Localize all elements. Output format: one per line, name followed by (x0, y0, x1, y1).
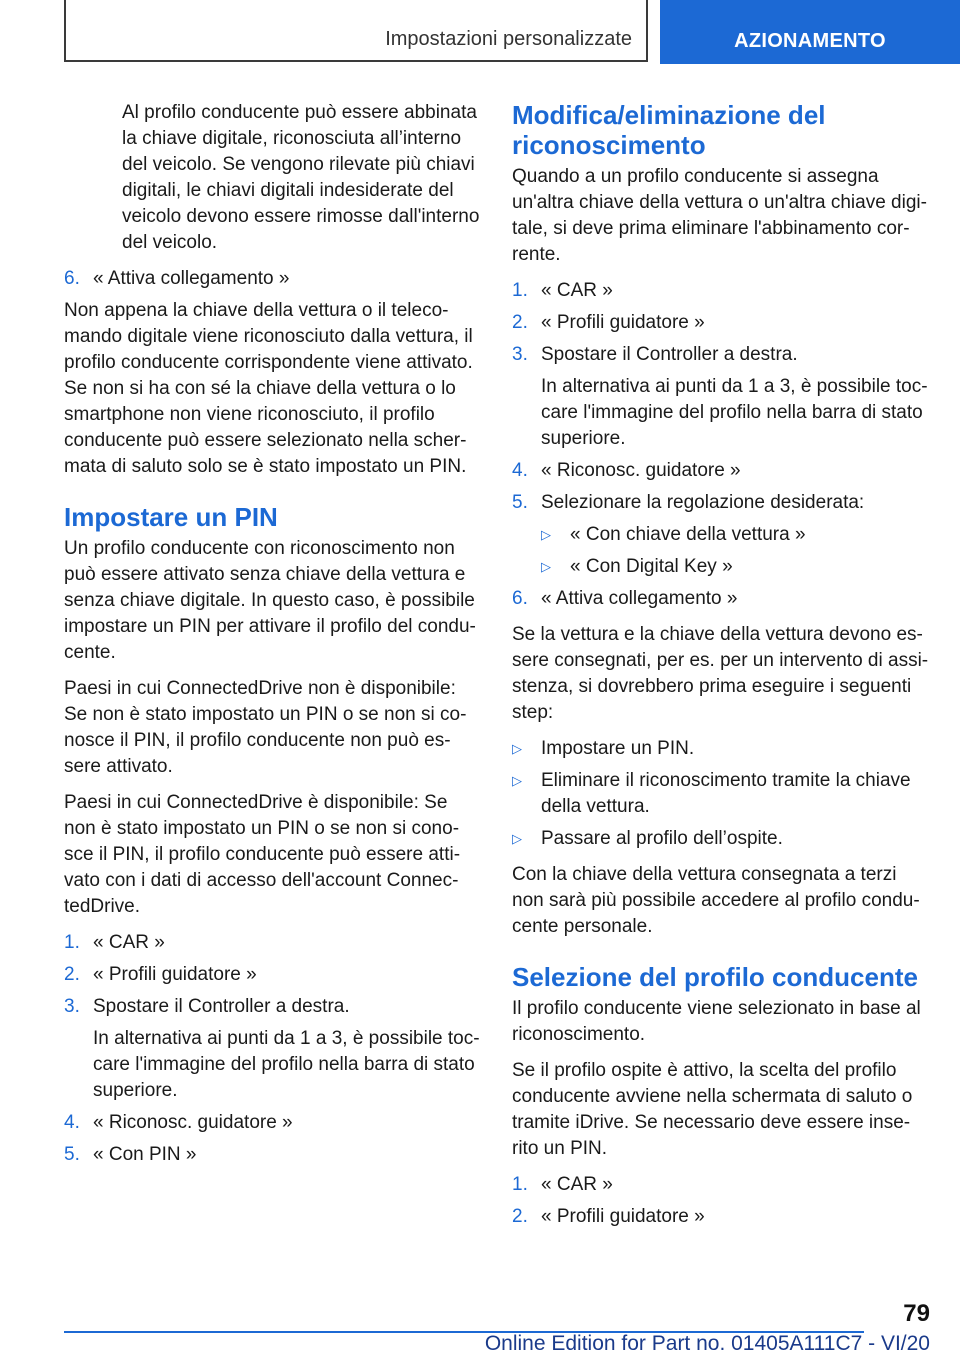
triangle-right-icon: ▷ (512, 773, 522, 788)
list-item (512, 458, 930, 484)
step-text: Spostare il Controller a destra. (541, 344, 798, 365)
paragraph: Il profilo conducente viene selezionato in base al riconoscimento. (512, 998, 921, 1045)
paragraph: Paesi in cui ConnectedDrive è disponibile: Se non è stato impostato un PIN o se non si conosce il PIN, il profilo conducente può essere attivato con i dati di accesso dell'account ConnectedDrive. (64, 792, 461, 917)
paragraph: Se la vettura e la chiave della vettura devono essere consegnati, per es. per un intervento di assistenza, si dovrebbero prima eseguire i seguenti step: (512, 624, 929, 723)
paragraph: Non appena la chiave della vettura o il telecomando digitale viene riconosciuto dalla vettura, il profilo conducente corrispondente viene attivato. Se non si ha con sé la chiave della vettura o lo smartphone non viene riconosciuto, il profilo conducente può essere selezionato nella schermata di saluto solo se è stato impostato un PIN. (64, 300, 473, 477)
list-item (512, 768, 930, 820)
list-item (512, 736, 930, 762)
step-number: 6. (64, 268, 80, 289)
section-heading-select: Selezione del profilo conducente (512, 962, 918, 992)
right-column (512, 100, 930, 1240)
steps-list (512, 278, 930, 612)
list-item (64, 994, 480, 1020)
bullet-text: Eliminare il riconoscimento tramite la chiave della vettura. (541, 770, 911, 817)
edition-text: Online Edition for Part no. 01405A111C7 - VI/20 (484, 1332, 930, 1355)
step-text: « Profili guidatore » (93, 964, 257, 985)
step-text: Spostare il Controller a destra. (93, 996, 350, 1017)
list-item (512, 278, 930, 304)
step-text: « CAR » (93, 932, 165, 953)
step-text: « CAR » (541, 280, 613, 301)
sub-list-item (541, 522, 930, 548)
step-number: 3. (512, 344, 528, 365)
triangle-right-icon: ▷ (512, 741, 522, 756)
step-text: « Riconosc. guidatore » (541, 460, 741, 481)
steps-list (64, 930, 480, 1168)
list-item (512, 310, 930, 336)
list-item (64, 1110, 480, 1136)
step-text: « Con PIN » (93, 1144, 197, 1165)
step-number: 2. (512, 312, 528, 333)
triangle-right-icon: ▷ (512, 831, 522, 846)
list-item (512, 490, 930, 516)
list-item (64, 266, 480, 292)
page-number: 79 (903, 1300, 930, 1327)
step-number: 2. (64, 964, 80, 985)
step-text: « CAR » (541, 1174, 613, 1195)
list-item (64, 1142, 480, 1168)
triangle-right-icon: ▷ (541, 559, 551, 574)
step-text: « Attiva collegamento » (93, 268, 290, 289)
step-number: 1. (512, 1174, 528, 1195)
list-item (512, 586, 930, 612)
step-number: 4. (64, 1112, 80, 1133)
bullet-list (512, 736, 930, 852)
header-frame (64, 0, 648, 62)
section-heading-modify: Modifica/eliminazione del riconoscimento (512, 100, 826, 160)
step-number: 3. (64, 996, 80, 1017)
chapter-tab (660, 0, 960, 64)
step-number: 1. (64, 932, 80, 953)
step-text: « Riconosc. guidatore » (93, 1112, 293, 1133)
section-heading-pin: Impostare un PIN (64, 502, 278, 532)
list-item (64, 962, 480, 988)
paragraph: Se il profilo ospite è attivo, la scelta del profilo conducente avviene nella schermata di saluto o tramite iDrive. Se necessario deve essere inserito un PIN. (512, 1060, 913, 1159)
step-number: 6. (512, 588, 528, 609)
step-text: Selezionare la regolazione desiderata: (541, 492, 865, 513)
step-text: « Profili guidatore » (541, 1206, 705, 1227)
paragraph: Paesi in cui ConnectedDrive non è disponibile: Se non è stato impostato un PIN o se non si conosce il PIN, il profilo conducente non può essere attivato. (64, 678, 467, 777)
paragraph: Con la chiave della vettura consegnata a terzi non sarà più possibile accedere al profilo conducente personale. (512, 864, 920, 937)
step-note: In alternativa ai punti da 1 a 3, è possibile toccare l'immagine del profilo nella barra di stato superiore. (541, 376, 928, 449)
chapter-tab-label: AZIONAMENTO (734, 30, 886, 52)
list-item (512, 342, 930, 368)
bullet-text: Impostare un PIN. (541, 738, 695, 759)
triangle-right-icon: ▷ (541, 527, 551, 542)
option-text: « Con chiave della vettura » (570, 524, 806, 545)
list-item (512, 826, 930, 852)
list-item (64, 930, 480, 956)
bullet-text: Passare al profilo dell’ospite. (541, 828, 783, 849)
step-number: 4. (512, 460, 528, 481)
step-number: 5. (64, 1144, 80, 1165)
list-item (512, 1172, 930, 1198)
left-column (64, 100, 480, 1178)
step-note: In alternativa ai punti da 1 a 3, è possibile toccare l'immagine del profilo nella barra di stato superiore. (93, 1028, 480, 1101)
step-text: « Profili guidatore » (541, 312, 705, 333)
step-number: 2. (512, 1206, 528, 1227)
step-number: 1. (512, 280, 528, 301)
option-text: « Con Digital Key » (570, 556, 733, 577)
list-item (512, 1204, 930, 1230)
section-title: Impostazioni personalizzate (385, 28, 632, 50)
sub-list-item (541, 554, 930, 580)
step-text: « Attiva collegamento » (541, 588, 738, 609)
step-number: 5. (512, 492, 528, 513)
paragraph: Al profilo conducente può essere abbinata la chiave digitale, riconosciuta all’interno del veicolo. Se vengono rilevate più chiavi digitali, le chiavi digitali indesiderate del veicolo devono essere rimosse dall'interno del veicolo. (122, 102, 480, 253)
paragraph: Un profilo conducente con riconoscimento non può essere attivato senza chiave della vettura e senza chiave digitale. In questo caso, è possibile impostare un PIN per attivare il profilo del conducente. (64, 538, 476, 663)
paragraph: Quando a un profilo conducente si assegna un'altra chiave della vettura o un'altra chiave digitale, si deve prima eliminare l'abbinamento corrente. (512, 166, 927, 265)
steps-list (512, 1172, 930, 1230)
